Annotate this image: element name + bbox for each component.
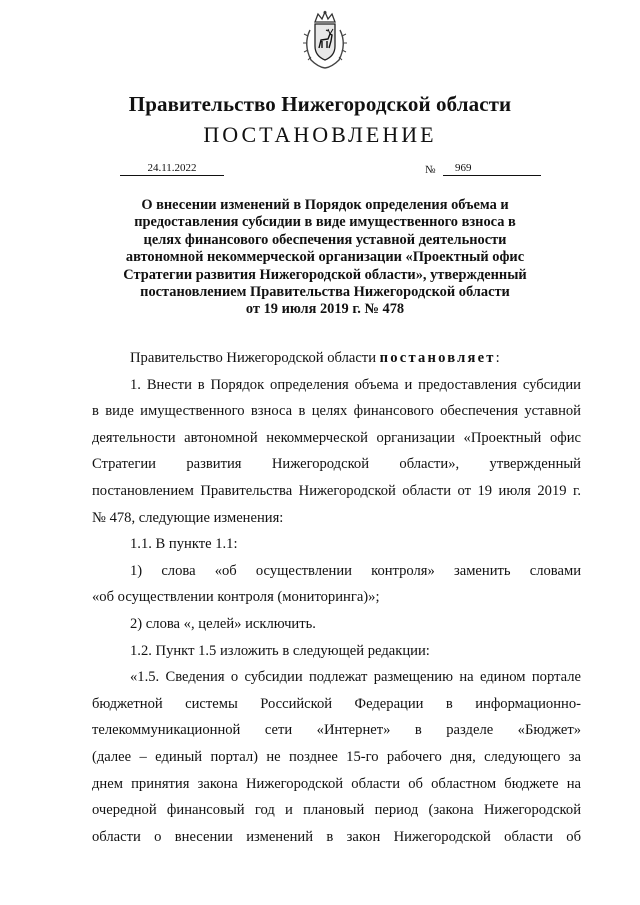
paragraph-line: в виде имущественного взноса в целях финансового обеспечения уставной [92,403,581,420]
paragraph-line: очередной финансовый год и плановый период (закона Нижегородской [92,802,581,819]
resolution-intro [92,345,581,372]
government-name: Правительство Нижегородской области [128,92,512,116]
paragraph-line: «1.5. Сведения о субсидии подлежат размещению на едином портале [130,669,581,686]
paragraph-line: постановлением Правительства Нижегородской области от 19 июля 2019 г. [92,482,581,499]
paragraph-line: (далее – единый портал) не позднее 15-го рабочего дня, следующего за [92,748,581,765]
title-line: целях финансового обеспечения уставной деятельности [143,231,507,248]
title-line: автономной некоммерческой организации «Проектный офис [125,249,525,266]
document-title [118,197,532,319]
title-line: от 19 июля 2019 г. № 478 [245,301,405,318]
title-line: О внесении изменений в Порядок определения объема и [141,197,509,213]
title-line: Стратегии развития Нижегородской области», утвержденный [123,266,527,283]
intro-suffix: : [495,350,500,366]
paragraph-line: деятельности автономной некоммерческой организации «Проектный офис [92,429,581,446]
title-line: постановлением Правительства Нижегородской области [140,284,510,301]
paragraph-line: днем принятия закона Нижегородской области об областном бюджете на [92,775,581,792]
paragraph-line: 1) слова «об осуществлении контроля» заменить словами [130,562,581,579]
intro-keyword: постановляет [379,350,496,366]
coat-of-arms-icon [300,10,350,70]
paragraph-line: 1.1. В пункте 1.1: [130,536,238,553]
document-date: 24.11.2022 [120,162,224,176]
paragraph-line: 1.2. Пункт 1.5 изложить в следующей редакции: [130,642,430,659]
paragraph-line: «об осуществлении контроля (мониторинга)»; [92,589,380,606]
paragraph-line: телекоммуникационной сети «Интернет» в разделе «Бюджет» [92,722,581,739]
paragraph-line: 2) слова «, целей» исключить. [130,615,316,632]
document-type: ПОСТАНОВЛЕНИЕ [203,122,437,147]
paragraph-line: Стратегии развития Нижегородской области», утвержденный [92,456,581,473]
paragraph-line: 1. Внести в Порядок определения объема и предоставления субсидии [130,376,581,393]
document-number: 969 [443,162,541,176]
title-line: предоставления субсидии в виде имущественного взноса в [134,214,516,231]
paragraph-line: бюджетной системы Российской Федерации в информационно- [92,695,581,712]
paragraph-line: № 478, следующие изменения: [92,509,284,526]
document-body [92,345,581,850]
intro-prefix: Правительство Нижегородской области [130,350,380,366]
paragraph-line: области о внесении изменений в закон Нижегородской области об [92,828,581,845]
number-label: № [425,164,436,176]
